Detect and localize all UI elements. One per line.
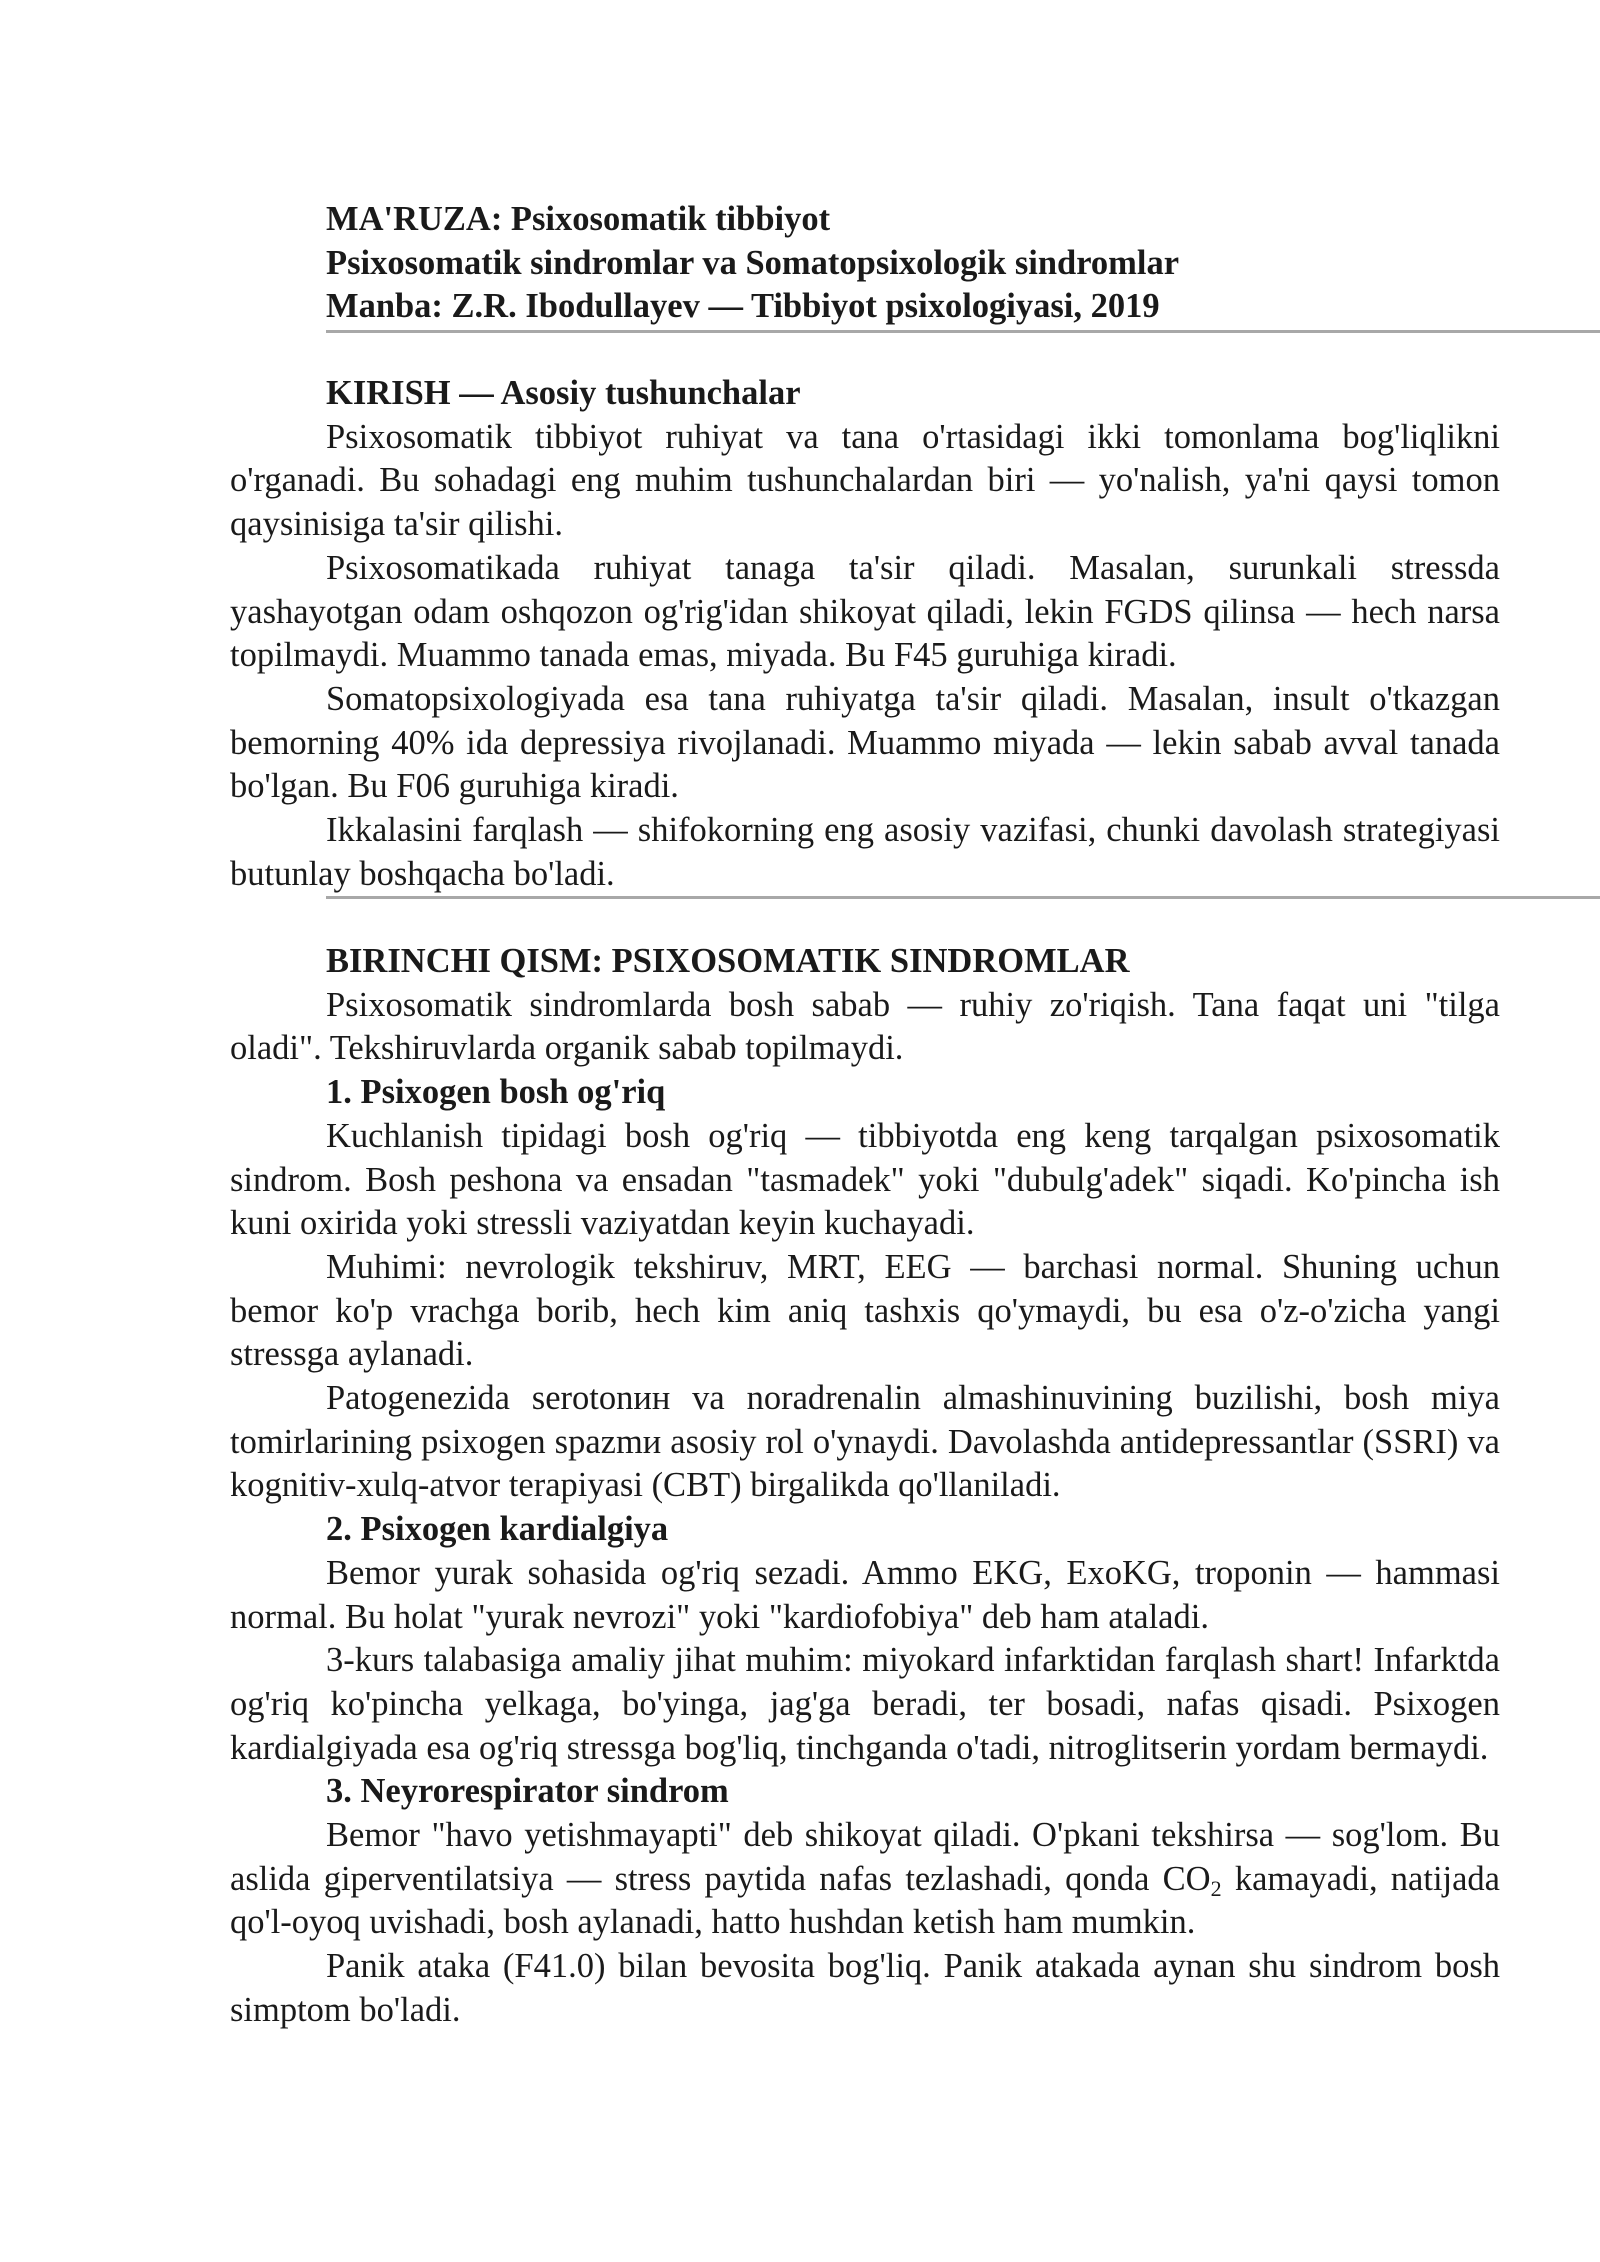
part1-section: [230, 940, 1500, 2033]
intro-paragraph: Ikkalasini farqlash — shifokorning eng asosiy vazifasi, chunki davolash strategiyasi butunlay boshqacha bo'ladi.: [230, 811, 1500, 893]
syndrome-paragraph: [230, 1814, 1500, 1945]
syndrome-paragraph: Bemor yurak sohasida og'riq sezadi. Ammo EKG, ExoKG, troponin — hammasi normal. Bu holat "yurak nevrozi" yoki "kardiofobiya" deb ham ataladi.: [230, 1553, 1500, 1636]
syndrome-paragraph: 3-kurs talabasiga amaliy jihat muhim: miyokard infarktidan farqlash shart! Infarktda og'riq ko'pincha yelkaga, bo'yinga, jag'ga beradi, ter bosadi, nafas qisadi. Psixogen kardialgiyada esa og'riq stressga bog'liq, tinchganda o'tadi, nitroglitserin yordam bermaydi.: [230, 1641, 1500, 1767]
syndrome-paragraph: Kuchlanish tipidagi bosh og'riq — tibbiyotda eng keng tarqalgan psixosomatik sindrom. Bosh peshona va ensadan "tasmadek" yoki "dubulg'adek" siqadi. Ko'pincha ish kuni oxirida yoki stressli vaziyatdan keyin kuchayadi.: [230, 1116, 1500, 1243]
part1-heading: BIRINCHI QISM: PSIXOSOMATIK SINDROMLAR: [326, 942, 1130, 980]
lecture-title: MA'RUZA: Psixosomatik tibbiyot: [326, 200, 831, 238]
intro-paragraph: Somatopsixologiyada esa tana ruhiyatga ta'sir qiladi. Masalan, insult o'tkazgan bemorning 40% ida depressiya rivojlanadi. Muammo miyada — lekin sabab avval tanada bo'lgan. Bu F06 guruhiga kiradi.: [230, 679, 1500, 806]
syndrome-heading-1: 1. Psixogen bosh og'riq: [326, 1073, 666, 1112]
title-block: [326, 198, 1500, 329]
intro-paragraph: Psixosomatikada ruhiyat tanaga ta'sir qiladi. Masalan, surunkali stressda yashayotgan odam oshqozon og'rig'idan shikoyat qiladi, lekin FGDS qilinsa — hech narsa topilmaydi. Muammo tanada emas, miyada. Bu F45 guruhiga kiradi.: [230, 548, 1500, 675]
lecture-subtitle: Psixosomatik sindromlar va Somatopsixologik sindromlar: [326, 243, 1180, 282]
syndrome-paragraph: Muhimi: nevrologik tekshiruv, MRT, EEG — barchasi normal. Shuning uchun bemor ko'p vrachga borib, hech kim aniq tashxis qo'ymaydi, bu esa o'z-o'zicha yangi stressga aylanadi.: [230, 1247, 1500, 1374]
paragraph-text: Bemor "havo yetishmayapti" deb shikoyat qiladi. O'pkani tekshirsa — sog'lom. Bu aslida giperventilatsiya — stress paytida nafas tezlashadi, qonda CO: [230, 1816, 1500, 1898]
syndrome-paragraph: Patogenezida serotonин va noradrenalin almashinuvining buzilishi, bosh miya tomirlarining psixogen spazmи asosiy rol o'ynaydi. Davolashda antidepressantlar (SSRI) va kognitiv-xulq-atvor terapiyasi (CBT) birgalikda qo'llaniladi.: [230, 1379, 1500, 1505]
intro-paragraph: Psixosomatik tibbiyot ruhiyat va tana o'rtasidagi ikki tomonlama bog'liqlikni o'rganadi. Bu sohadagi eng muhim tushunchalardan biri — yo'nalish, ya'ni qaysi tomon qaysinisiga ta'sir qilishi.: [230, 417, 1500, 544]
intro-section: [230, 372, 1500, 896]
divider-rule-top: [326, 330, 1600, 333]
title-block-wrapper: [230, 198, 1500, 329]
source-line: Manba: Z.R. Ibodullayev — Tibbiyot psixologiyasi, 2019: [326, 287, 1160, 326]
paragraph-text: kamayadi, natijada qo'l-oyoq uvishadi, bosh aylanadi, hatto hushdan ketish ham mumkin.: [230, 1859, 1500, 1942]
divider-rule-middle: [326, 896, 1600, 899]
part1-intro-paragraph: Psixosomatik sindromlarda bosh sabab — ruhiy zo'riqish. Tana faqat uni "tilga oladi". Tekshiruvlarda organik sabab topilmaydi.: [230, 985, 1500, 1068]
syndrome-paragraph: Panik ataka (F41.0) bilan bevosita bog'liq. Panik atakada aynan shu sindrom bosh simptom bo'ladi.: [230, 1947, 1500, 2029]
intro-heading: KIRISH — Asosiy tushunchalar: [326, 374, 801, 412]
syndrome-heading-2: 2. Psixogen kardialgiya: [326, 1510, 669, 1549]
subscript-2: 2: [1210, 1875, 1222, 1901]
syndrome-heading-3: 3. Neyrorespirator sindrom: [326, 1772, 729, 1811]
